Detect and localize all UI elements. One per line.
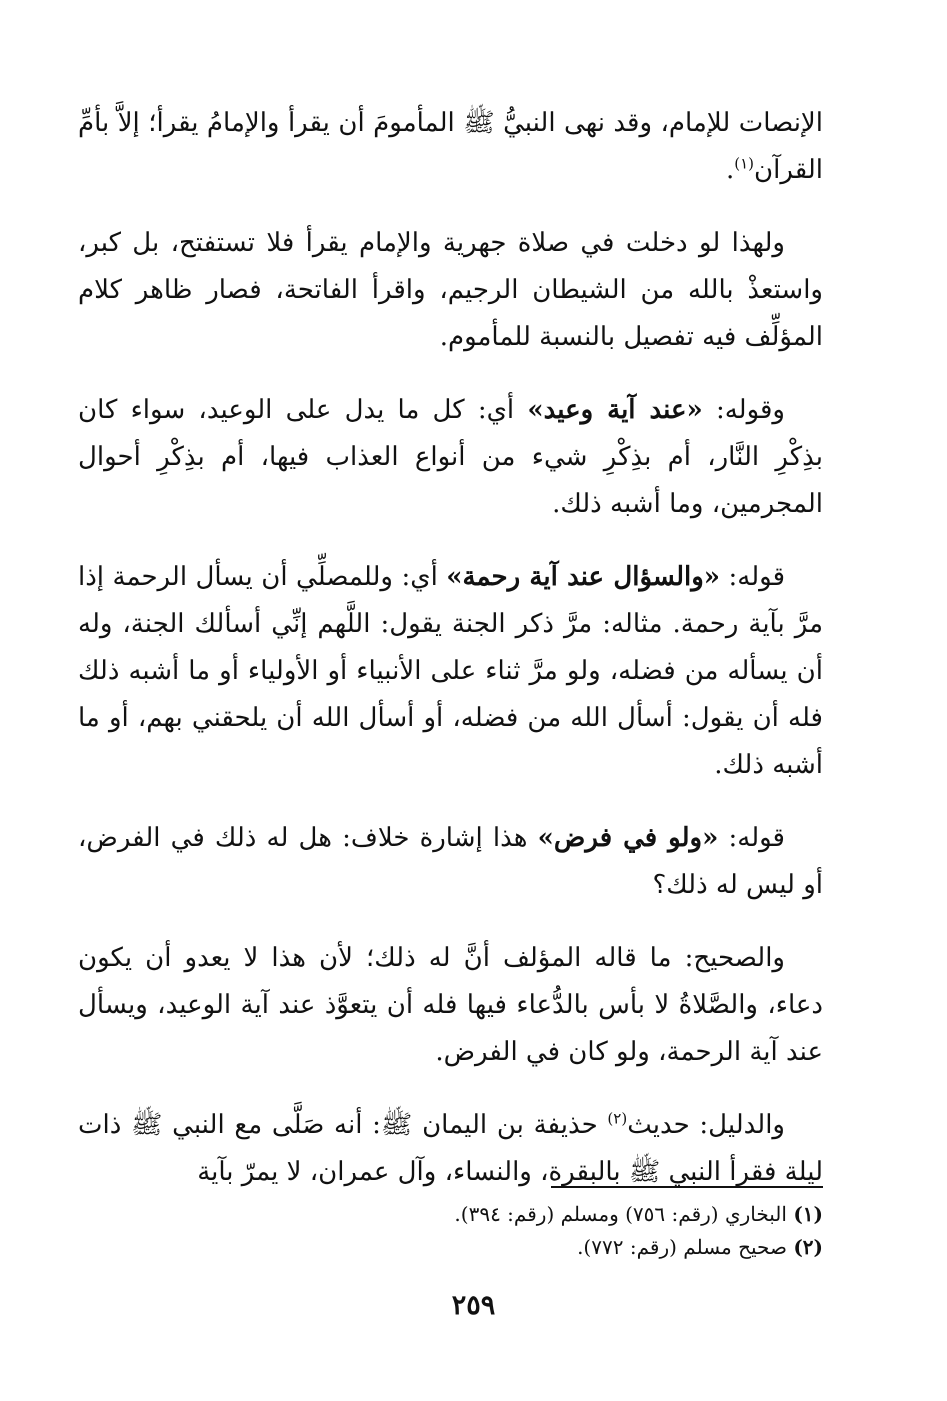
paragraph-2	[78, 220, 823, 361]
paragraph-6-text: والصحيح: ما قاله المؤلف أنَّ له ذلك؛ لأن هذا لا يعدو أن يكون دعاء، والصَّلاةُ لا بأس بالدُّعاء فيها فله أن يتعوَّذ عند آية الوعيد، ويسأل عند آية الرحمة، ولو كان في الفرض.	[78, 943, 823, 1067]
paragraph-5-text: هذا إشارة خلاف: هل له ذلك في الفرض، أو ليس له ذلك؟	[78, 823, 823, 900]
paragraph-7-rest: حذيفة بن اليمان ﷺ: أنه صَلَّى مع النبي ﷺ ذات ليلة فقرأ النبي ﷺ بالبقرة، والنساء، وآل عمران، لا يمرّ بآية	[78, 1110, 823, 1187]
footnote-2-text: صحيح مسلم (رقم: ٧٧٢).	[577, 1235, 794, 1259]
footnote-ref-2[interactable]: (٢)	[607, 1109, 628, 1128]
paragraph-1-end: .	[725, 155, 735, 185]
quoted-phrase-3: «ولو في فرض»	[537, 823, 719, 853]
paragraph-4	[78, 554, 823, 789]
footnote-2	[78, 1231, 823, 1264]
footnotes	[78, 1198, 823, 1264]
paragraph-4-text: أي: وللمصلِّي أن يسأل الرحمة إذا مرَّ بآية رحمة. مثاله: مرَّ ذكر الجنة يقول: اللَّهم إنِّي أسألك الجنة، وله أن يسأله من فضله، ولو مرَّ ثناء على الأنبياء أو الأولياء أو ما أشبه ذلك فله أن يقول: أسأل الله من فضله، أو أسأل الله أن يلحقني بهم، أو ما أشبه ذلك.	[78, 562, 823, 780]
paragraph-5-lead: قوله:	[718, 823, 785, 853]
paragraph-1-text: الإنصات للإمام، وقد نهى النبيُّ ﷺ المأمومَ أن يقرأ والإمامُ يقرأ؛ إلاَّ بأمِّ القرآن	[78, 108, 823, 185]
paragraph-4-lead: قوله:	[720, 562, 785, 592]
paragraph-7	[78, 1102, 823, 1196]
footnote-1-number: (١)	[793, 1202, 823, 1226]
paragraph-3-lead: وقوله:	[702, 395, 785, 425]
paragraph-5	[78, 815, 823, 909]
quoted-phrase-2: «والسؤال عند آية رحمة»	[446, 562, 721, 592]
footnote-divider	[551, 1186, 823, 1188]
paragraph-3-text: أي: كل ما يدل على الوعيد، سواء كان بذِكْرِ النَّار، أم بذِكْرِ شيء من أنواع العذاب فيها، أم بذِكْرِ أحوال المجرمين، وما أشبه ذلك.	[78, 395, 823, 519]
paragraph-7-text: والدليل: حديث	[627, 1110, 785, 1140]
paragraph-3	[78, 387, 823, 528]
paragraph-2-text: ولهذا لو دخلت في صلاة جهرية والإمام يقرأ فلا تستفتح، بل كبر، واستعذْ بالله من الشيطان الرجيم، واقرأ الفاتحة، فصار ظاهر كلام المؤلِّف فيه تفصيل بالنسبة للمأموم.	[78, 228, 823, 352]
page-number: ٢٥٩	[451, 1290, 496, 1321]
paragraph-1	[78, 100, 823, 194]
quoted-phrase-1: «عند آية وعيد»	[527, 395, 703, 425]
footnote-2-number: (٢)	[793, 1235, 823, 1259]
footnote-1-text: البخاري (رقم: ٧٥٦) ومسلم (رقم: ٣٩٤).	[454, 1202, 794, 1226]
footnote-ref-1[interactable]: (١)	[734, 154, 755, 173]
footnote-1	[78, 1198, 823, 1231]
paragraph-6	[78, 935, 823, 1076]
